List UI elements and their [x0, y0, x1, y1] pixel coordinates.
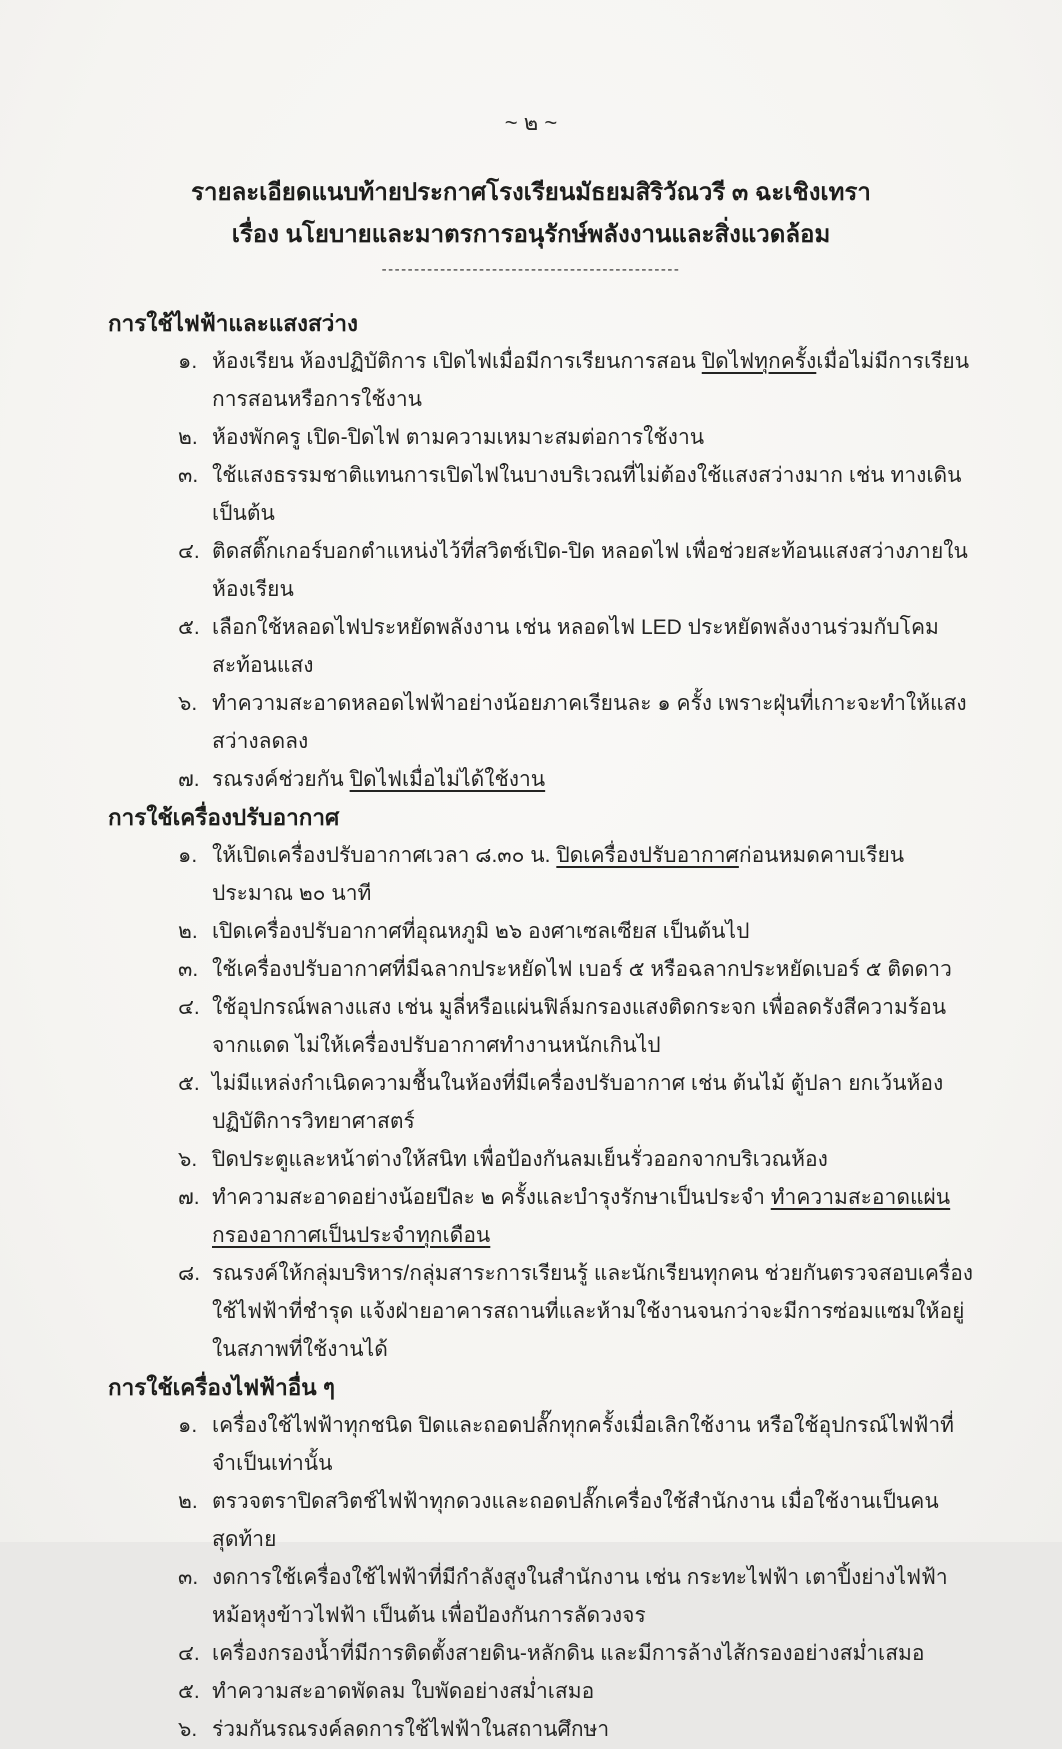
item-text: [212, 913, 976, 951]
underlined-text: ปิดเครื่องปรับอากาศ: [556, 844, 739, 867]
document-title-line1: รายละเอียดแนบท้ายประกาศโรงเรียนมัธยมสิริวัณวรี ๓ ฉะเชิงเทรา: [191, 179, 871, 206]
text-segment: ทำความสะอาดอย่างน้อยปีละ ๒ ครั้งและบำรุงรักษาเป็นประจำ: [212, 1186, 771, 1209]
text-segment: รณรงค์ให้กลุ่มบริหาร/กลุ่มสาระการเรียนรู้ และนักเรียนทุกคน ช่วยกันตรวจสอบเครื่องใช้ไฟฟ้าที่ชำรุด แจ้งฝ่ายอาคารสถานที่และห้ามใช้งานจนกว่าจะมีการซ่อมแซมให้อยู่ในสภาพที่ใช้งานได้: [212, 1262, 974, 1361]
list-item: [108, 343, 976, 419]
text-segment: เมื่อไม่มีการเรียนการสอนหรือการใช้งาน: [212, 350, 970, 411]
text-segment: ทำความสะอาดหลอดไฟฟ้าอย่างน้อยภาคเรียนละ ๑ ครั้ง เพราะฝุ่นที่เกาะจะทำให้แสงสว่างลดลง: [212, 692, 967, 753]
text-segment: งดการใช้เครื่องใช้ไฟฟ้าที่มีกำลังสูงในสำนักงาน เช่น กระทะไฟฟ้า เตาปิ้งย่างไฟฟ้า หม้อหุงข้าวไฟฟ้า เป็นต้น เพื่อป้องกันการลัดวงจร: [212, 1566, 948, 1627]
item-text: [212, 1635, 976, 1673]
underlined-text: ปิดไฟทุกครั้ง: [701, 350, 817, 373]
list-item: [108, 1407, 976, 1483]
item-number: ๑.: [178, 1414, 198, 1437]
item-number: ๓.: [178, 958, 199, 981]
item-number: ๒.: [178, 426, 198, 449]
item-number: ๑.: [178, 844, 198, 867]
item-number: ๖.: [178, 692, 198, 715]
item-number: ๒.: [178, 1490, 198, 1513]
list-item: [108, 1711, 976, 1749]
text-segment: ปิดประตูและหน้าต่างให้สนิท เพื่อป้องกันลมเย็นรั่วออกจากบริเวณห้อง: [212, 1148, 828, 1171]
item-text: [212, 837, 976, 913]
item-text: [212, 1255, 976, 1369]
item-number: ๔.: [178, 996, 200, 1019]
item-text: [212, 1141, 976, 1179]
text-segment: ห้องพักครู เปิด-ปิดไฟ ตามความเหมาะสมต่อการใช้งาน: [212, 426, 705, 449]
list-item: [108, 1559, 976, 1635]
list-item: [108, 761, 976, 799]
item-number: ๒.: [178, 920, 198, 943]
text-segment: ใช้อุปกรณ์พลางแสง เช่น มูลี่หรือแผ่นฟิล์มกรองแสงติดกระจก เพื่อลดรังสีความร้อนจากแดด ไม่ให้เครื่องปรับอากาศทำงานหนักเกินไป: [212, 996, 947, 1057]
item-text: [212, 1483, 976, 1559]
text-segment: ร่วมกันรณรงค์ลดการใช้ไฟฟ้าในสถานศึกษา: [212, 1718, 610, 1741]
document-header: [0, 172, 1062, 281]
text-segment: ใช้แสงธรรมชาติแทนการเปิดไฟในบางบริเวณที่ไม่ต้องใช้แสงสว่างมาก เช่น ทางเดิน เป็นต้น: [212, 464, 962, 525]
item-text: [212, 419, 976, 457]
document-body: [0, 281, 1062, 1749]
item-text: [212, 761, 976, 799]
text-segment: ห้องเรียน ห้องปฏิบัติการ เปิดไฟเมื่อมีการเรียนการสอน: [212, 350, 702, 373]
item-number: ๗.: [178, 1186, 200, 1209]
list-item: [108, 609, 976, 685]
section-heading: การใช้ไฟฟ้าและแสงสว่าง: [108, 311, 358, 336]
text-segment: ให้เปิดเครื่องปรับอากาศเวลา ๘.๓๐ น.: [212, 844, 557, 867]
document-title-line2: เรื่อง นโยบายและมาตรการอนุรักษ์พลังงานและสิ่งแวดล้อม: [231, 221, 831, 248]
item-number: ๑.: [178, 350, 198, 373]
list-item: [108, 1483, 976, 1559]
list-item: [108, 837, 976, 913]
list-item: [108, 1065, 976, 1141]
section-heading: การใช้เครื่องไฟฟ้าอื่น ๆ: [108, 1375, 335, 1400]
item-number: ๗.: [178, 768, 200, 791]
item-number: ๕.: [178, 1680, 200, 1703]
text-segment: เครื่องกรองน้ำที่มีการติดตั้งสายดิน-หลักดิน และมีการล้างไส้กรองอย่างสม่ำเสมอ: [212, 1642, 925, 1665]
item-text: [212, 343, 976, 419]
list-item: [108, 533, 976, 609]
list-item: [108, 1673, 976, 1711]
underlined-text: ปิดไฟเมื่อไม่ได้ใช้งาน: [349, 768, 546, 791]
item-text: [212, 1673, 976, 1711]
text-segment: ติดสติ๊กเกอร์บอกตำแหน่งไว้ที่สวิตช์เปิด-ปิด หลอดไฟ เพื่อช่วยสะท้อนแสงสว่างภายในห้องเรียน: [212, 540, 968, 601]
text-segment: เครื่องใช้ไฟฟ้าทุกชนิด ปิดและถอดปลั๊กทุกครั้งเมื่อเลิกใช้งาน หรือใช้อุปกรณ์ไฟฟ้าที่จำเป็นเท่านั้น: [212, 1414, 955, 1475]
text-segment: ใช้เครื่องปรับอากาศที่มีฉลากประหยัดไฟ เบอร์ ๕ หรือฉลากประหยัดเบอร์ ๕ ติดดาว: [212, 958, 952, 981]
list-item: [108, 989, 976, 1065]
list-item: [108, 1141, 976, 1179]
item-number: ๖.: [178, 1148, 198, 1171]
item-text: [212, 685, 976, 761]
page-number: ~ ๒ ~: [504, 110, 558, 135]
text-segment: ก่อนหมดคาบเรียน ประมาณ ๒๐ นาที: [212, 844, 905, 905]
item-number: ๓.: [178, 1566, 199, 1589]
dashed-separator: ----------------------------------------------: [381, 261, 681, 278]
text-segment: ไม่มีแหล่งกำเนิดความชื้นในห้องที่มีเครื่องปรับอากาศ เช่น ต้นไม้ ตู้ปลา ยกเว้นห้องปฏิบัติการวิทยาศาสตร์: [212, 1072, 944, 1133]
section-heading: การใช้เครื่องปรับอากาศ: [108, 805, 340, 830]
list-item: [108, 685, 976, 761]
list-item: [108, 1255, 976, 1369]
item-number: ๔.: [178, 540, 200, 563]
policy-section: [108, 1369, 976, 1749]
item-text: [212, 609, 976, 685]
list-item: [108, 1179, 976, 1255]
text-segment: เปิดเครื่องปรับอากาศที่อุณหภูมิ ๒๖ องศาเซลเซียส เป็นต้นไป: [212, 920, 750, 943]
list-item: [108, 913, 976, 951]
text-segment: เลือกใช้หลอดไฟประหยัดพลังงาน เช่น หลอดไฟ LED ประหยัดพลังงานร่วมกับโคมสะท้อนแสง: [212, 616, 939, 677]
list-item: [108, 419, 976, 457]
text-segment: ทำความสะอาดพัดลม ใบพัดอย่างสม่ำเสมอ: [212, 1680, 595, 1703]
item-text: [212, 533, 976, 609]
item-number: ๔.: [178, 1642, 200, 1665]
item-number: ๕.: [178, 1072, 200, 1095]
underlined-text: ทำความสะอาดแผ่นกรองอากาศเป็นประจำทุกเดือน: [212, 1186, 951, 1247]
item-text: [212, 1711, 976, 1749]
policy-section: [108, 799, 976, 1369]
policy-section: [108, 305, 976, 799]
list-item: [108, 457, 976, 533]
item-number: ๘.: [178, 1262, 201, 1285]
item-text: [212, 951, 976, 989]
text-segment: ตรวจตราปิดสวิตช์ไฟฟ้าทุกดวงและถอดปลั๊กเครื่องใช้สำนักงาน เมื่อใช้งานเป็นคนสุดท้าย: [212, 1490, 939, 1551]
item-text: [212, 989, 976, 1065]
text-segment: รณรงค์ช่วยกัน: [212, 768, 350, 791]
item-number: ๓.: [178, 464, 199, 487]
item-text: [212, 1065, 976, 1141]
list-item: [108, 951, 976, 989]
item-number: ๖.: [178, 1718, 198, 1741]
item-text: [212, 1559, 976, 1635]
list-item: [108, 1635, 976, 1673]
item-number: ๕.: [178, 616, 200, 639]
item-text: [212, 1179, 976, 1255]
item-text: [212, 457, 976, 533]
item-text: [212, 1407, 976, 1483]
